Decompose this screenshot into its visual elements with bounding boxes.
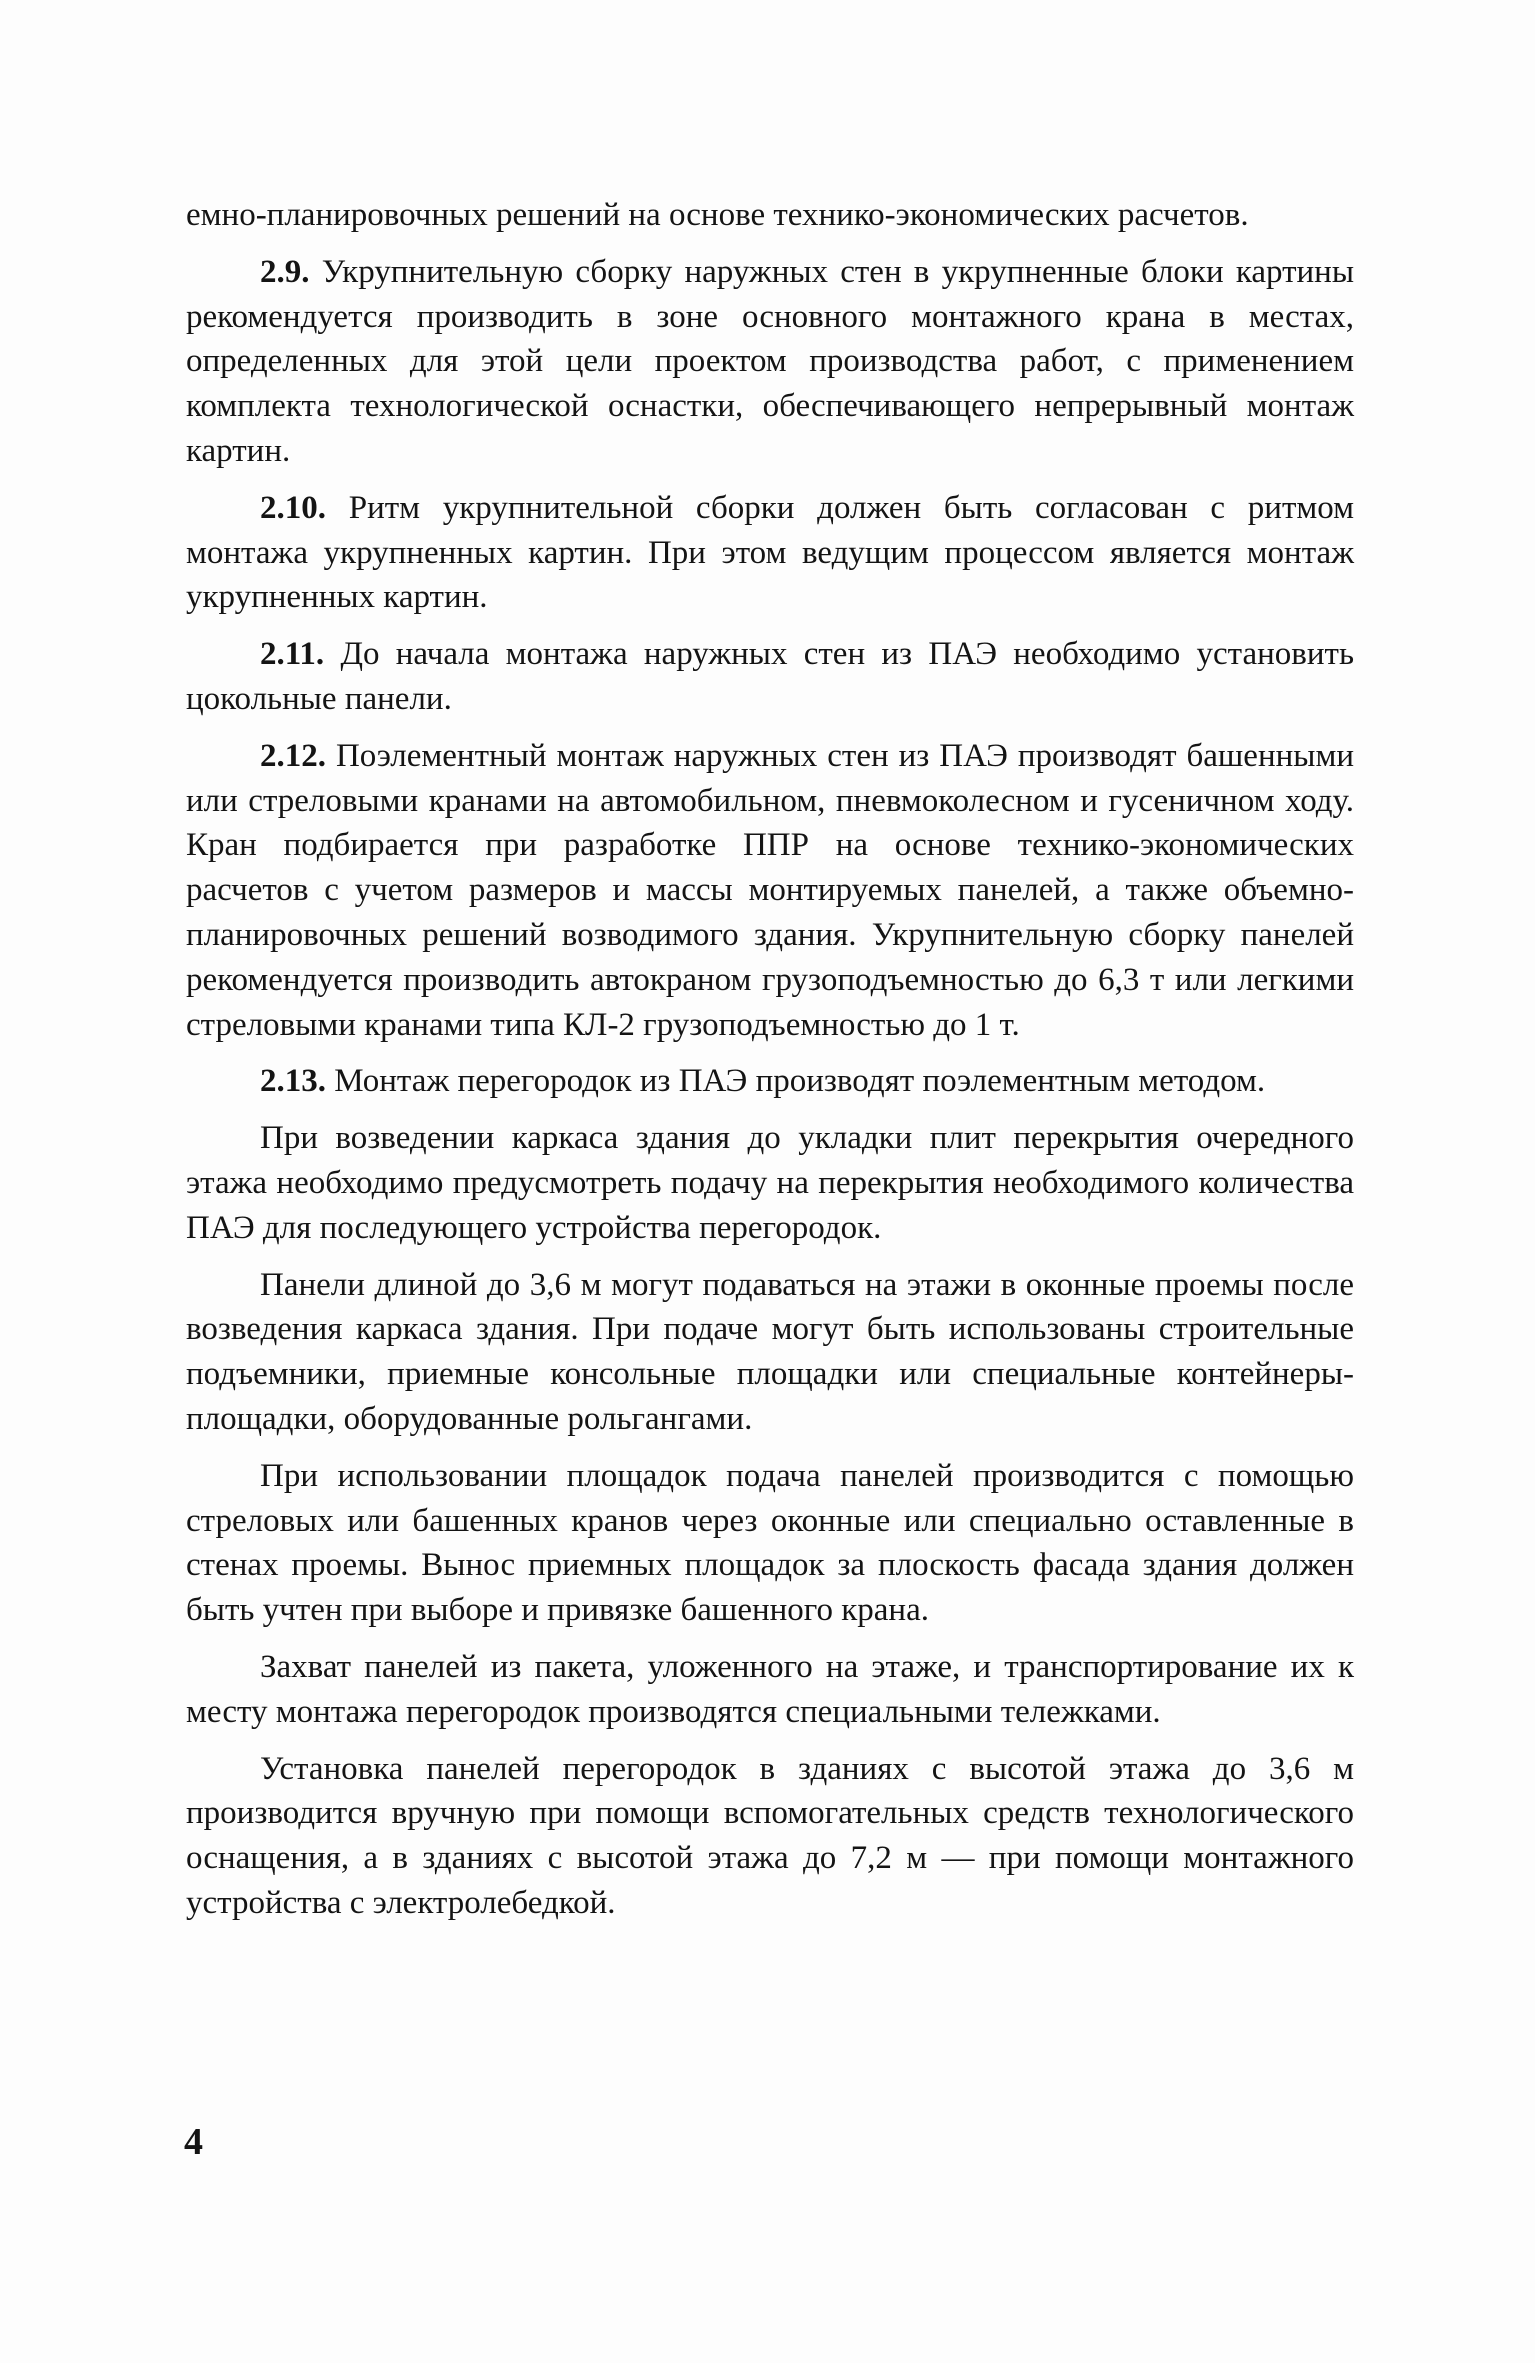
paragraph-2-11 bbox=[186, 632, 1354, 722]
paragraph-continuation bbox=[186, 193, 1354, 238]
paragraph-text: Поэлементный монтаж наружных стен из ПАЭ производят башенными или стреловыми кранами на автомобильном, пневмоколесном и гусеничном ходу. Кран подбирается при разработке ППР на основе технико-экономических расчетов с учетом размеров и массы монтируемых панелей, а также объемно-планировочных решений возводимого здания. Укрупнительную сборку панелей рекомендуется производить автокраном грузоподъемностью до 6,3 т или легкими стреловыми кранами типа КЛ-2 грузоподъемностью до 1 т. bbox=[186, 737, 1354, 1043]
paragraph-platforms bbox=[186, 1454, 1354, 1633]
paragraph-number: 2.10. bbox=[260, 489, 326, 526]
paragraph-2-12 bbox=[186, 734, 1354, 1048]
paragraph-panels-length bbox=[186, 1263, 1354, 1442]
paragraph-text: емно-планировочных решений на основе технико-экономических расчетов. bbox=[186, 197, 1249, 233]
paragraph-text: Установка панелей перегородок в зданиях с высотой этажа до 3,6 м производится вручную при помощи вспомогательных средств технологического оснащения, а в зданиях с высотой этажа до 7,2 м — при помощи монтажного устройства с электролебедкой. bbox=[186, 1750, 1354, 1921]
paragraph-text: Укрупнительную сборку наружных стен в укрупненные блоки картины рекомендуется производить в зоне основного монтажного крана в местах, определенных для этой цели проектом производства работ, с применением комплекта технологической оснастки, обеспечивающего непрерывный монтаж картин. bbox=[186, 253, 1354, 469]
paragraph-number: 2.11. bbox=[260, 636, 325, 673]
paragraph-grab bbox=[186, 1645, 1354, 1735]
paragraph-number: 2.13. bbox=[260, 1063, 326, 1100]
body-text bbox=[186, 193, 1354, 1926]
paragraph-text: Ритм укрупнительной сборки должен быть согласован с ритмом монтажа укрупненных картин. При этом ведущим процессом является монтаж укрупненных картин. bbox=[186, 489, 1355, 616]
paragraph-text: Монтаж перегородок из ПАЭ производят поэлементным методом. bbox=[334, 1063, 1266, 1100]
paragraph-text: До начала монтажа наружных стен из ПАЭ необходимо установить цокольные панели. bbox=[186, 636, 1354, 717]
paragraph-text: При возведении каркаса здания до укладки плит перекрытия очередного этажа необходимо предусмотреть подачу на перекрытия необходимого количества ПАЭ для последующего устройства перегородок. bbox=[186, 1120, 1354, 1246]
paragraph-text: Панели длиной до 3,6 м могут подаваться на этажи в оконные проемы после возведения каркаса здания. При подаче могут быть использованы строительные подъемники, приемные консольные площадки или специальные контейнеры-площадки, оборудованные рольгангами. bbox=[186, 1266, 1354, 1437]
paragraph-install bbox=[186, 1747, 1354, 1926]
page-number: 4 bbox=[184, 2121, 203, 2163]
paragraph-2-13 bbox=[186, 1059, 1354, 1104]
paragraph-2-10 bbox=[186, 486, 1354, 620]
paragraph-text: При использовании площадок подача панелей производится с помощью стреловых или башенных кранов через оконные или специально оставленные в стенах проемы. Вынос приемных площадок за плоскость фасада здания должен быть учтен при выборе и привязке башенного крана. bbox=[186, 1457, 1354, 1629]
paragraph-number: 2.12. bbox=[260, 737, 326, 774]
paragraph-number: 2.9. bbox=[260, 253, 310, 290]
paragraph-2-9 bbox=[186, 250, 1354, 474]
paragraph-text: Захват панелей из пакета, уложенного на этаже, и транспортирование их к месту монтажа перегородок производятся специальными тележками. bbox=[186, 1648, 1354, 1730]
paragraph-partitions-floor bbox=[186, 1116, 1354, 1250]
